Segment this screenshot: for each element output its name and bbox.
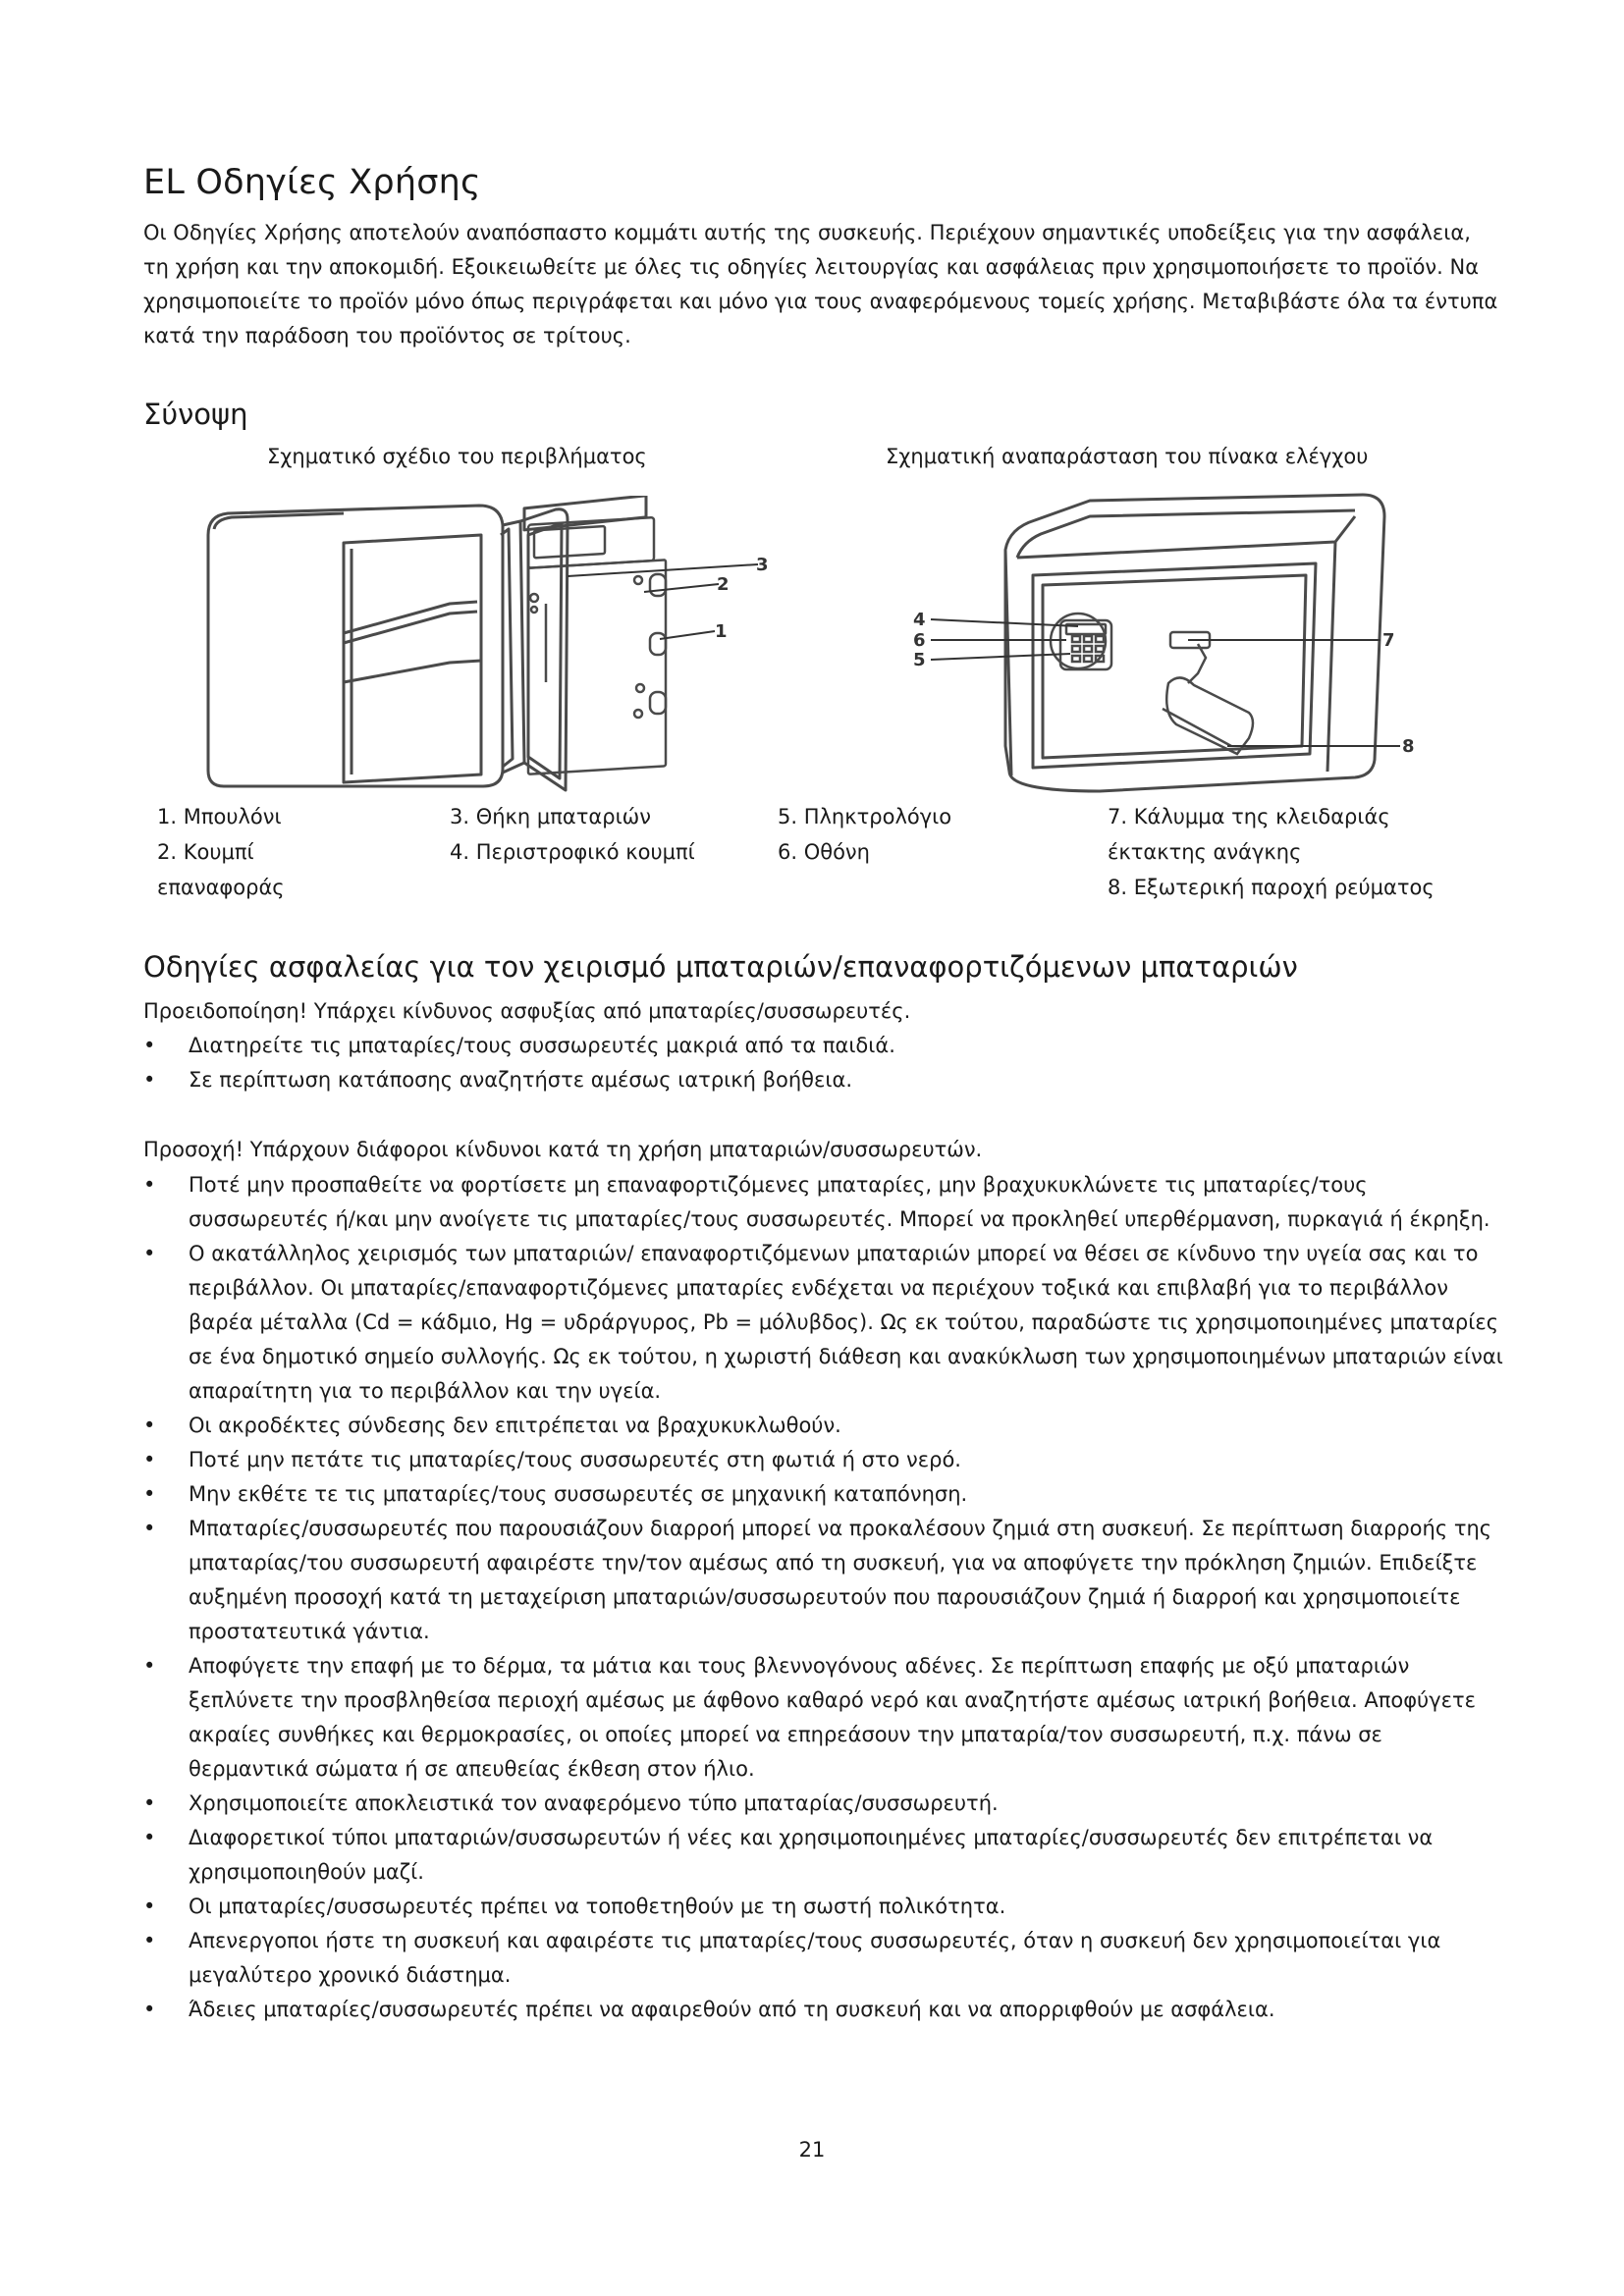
list-item: • Ποτέ μην πετάτε τις μπαταρίες/τους συσσωρευτές στη φωτιά ή στο νερό. (143, 1443, 1508, 1477)
callout-2: 2 (717, 574, 730, 595)
list-item: • Μπαταρίες/συσσωρευτές που παρουσιάζουν διαρροή μπορεί να προκαλέσουν ζημιά στη συσκευή. Σε περίπτωση διαρροής της μπαταρίας/του συσσωρευτή αφαιρέστε την/τον αμέσως από τη συσκευή, για να αποφύγετε την πρόκληση ζημιών. Επιδείξτε αυξημένη προσοχή κατά τη μεταχείριση μπαταριών/συσσωρευτούν που παρουσιάζουν ζημιά ή διαρροή και χρησιμοποιείτε προστατευτικά γάντια. (143, 1512, 1508, 1649)
callout-7: 7 (1382, 630, 1395, 651)
battery-safety-heading: Οδηγίες ασφαλείας για τον χειρισμό μπαταριών/επαναφορτιζόμενων μπαταριών (143, 950, 1298, 984)
list-item: • Οι ακροδέκτες σύνδεσης δεν επιτρέπεται να βραχυκυκλωθούν. (143, 1409, 1508, 1443)
list-item: • Αποφύγετε την επαφή με το δέρμα, τα μάτια και τους βλεννογόνους αδένες. Σε περίπτωση επαφής με οξύ μπαταριών ξεπλύνετε την προσβληθείσα περιοχή αμέσως με άφθονο καθαρό νερό και αναζητήστε αμέσως ιατρική βοήθεια. Αποφύγετε ακραίες συνθήκες και θερμοκρασίες, οι οποίες μπορεί να επηρεάσουν την μπαταρία/τον συσσωρευτή, π.χ. πάνω σε θερμαντικά σώματα ή σε απευθείας έκθεση στον ήλιο. (143, 1649, 1508, 1787)
legend-item: 2. Κουμπί (157, 840, 254, 864)
caution-list (143, 1168, 1508, 2027)
bullet-icon: • (143, 1895, 156, 1918)
list-item: • Σε περίπτωση κατάποσης αναζητήστε αμέσως ιατρική βοήθεια. (143, 1063, 1508, 1097)
bullet-icon: • (143, 1068, 156, 1092)
callout-1: 1 (715, 621, 728, 642)
control-panel-diagram (903, 481, 1434, 795)
control-panel-diagram-caption: Σχηματική αναπαράσταση του πίνακα ελέγχου (886, 445, 1369, 468)
list-item: • Οι μπαταρίες/συσσωρευτές πρέπει να τοποθετηθούν με τη σωστή πολικότητα. (143, 1890, 1508, 1924)
list-item: • Ο ακατάλληλος χειρισμός των μπαταριών/ επαναφορτιζόμενων μπαταριών μπορεί να θέσει σε κίνδυνο την υγεία σας και το περιβάλλον. Οι μπαταρίες/επαναφορτιζόμενες μπαταρίες ενδέχεται να περιέχουν τοξικά και επιβλαβή για το περιβάλλον βαρέα μέταλλα (Cd = κάδμιο, Hg = υδράργυρος, Pb = μόλυβδος). Ως εκ τούτου, παραδώστε τις χρησιμοποιημένες μπαταρίες σε ένα δημοτικό σημείο συλλογής. Ως εκ τούτου, η χωριστή διάθεση και ανακύκλωση των χρησιμοποιημένων μπαταριών είναι απαραίτητη για το περιβάλλον και την υγεία. (143, 1237, 1508, 1409)
legend-item: 7. Κάλυμμα της κλειδαριάς (1108, 805, 1390, 828)
warning-line: Προειδοποίηση! Υπάρχει κίνδυνος ασφυξίας από μπαταρίες/συσσωρευτές. (143, 999, 911, 1023)
legend-column-2 (450, 799, 695, 870)
bullet-icon: • (143, 1448, 156, 1471)
bullet-icon: • (143, 1517, 156, 1540)
legend-item: έκτακτης ανάγκης (1108, 840, 1302, 864)
bullet-icon: • (143, 1998, 156, 2021)
bullet-icon: • (143, 1482, 156, 1506)
bullet-icon: • (143, 1034, 156, 1057)
housing-diagram-caption: Σχηματικό σχέδιο του περιβλήματος (267, 445, 647, 468)
list-item: • Διατηρείτε τις μπαταρίες/τους συσσωρευτές μακριά από τα παιδιά. (143, 1029, 1508, 1063)
bullet-icon: • (143, 1242, 156, 1265)
list-item: • Χρησιμοποιείτε αποκλειστικά τον αναφερόμενο τύπο μπαταρίας/συσσωρευτή. (143, 1787, 1508, 1821)
list-item: • Μην εκθέτε τε τις μπαταρίες/τους συσσωρευτές σε μηχανική καταπόνηση. (143, 1477, 1508, 1512)
legend-item: 4. Περιστροφικό κουμπί (450, 840, 695, 864)
callout-4: 4 (913, 610, 926, 630)
page-title: EL Οδηγίες Χρήσης (143, 163, 481, 202)
bullet-icon: • (143, 1791, 156, 1815)
list-item: • Απενεργοποι ήστε τη συσκευή και αφαιρέστε τις μπαταρίες/τους συσσωρευτές, όταν η συσκευή δεν χρησιμοποιείται για μεγαλύτερο χρονικό διάστημα. (143, 1924, 1508, 1993)
bullet-icon: • (143, 1173, 156, 1197)
bullet-icon: • (143, 1654, 156, 1678)
intro-paragraph: Οι Οδηγίες Χρήσης αποτελούν αναπόσπαστο κομμάτι αυτής της συσκευής. Περιέχουν σημαντικές υποδείξεις για την ασφάλεια, τη χρήση και την αποκομιδή. Εξοικειωθείτε με όλες τις οδηγίες λειτουργίας και ασφάλειας πριν χρησιμοποιήσετε το προϊόν. Να χρησιμοποιείτε το προϊόν μόνο όπως περιγράφεται και μόνο για τους αναφερόμενους τομείς χρήσης. Μεταβιβάστε όλα τα έντυπα κατά την παράδοση του προϊόντος σε τρίτους. (143, 221, 1498, 347)
legend-column-1 (157, 799, 285, 905)
legend-item: 5. Πληκτρολόγιο (778, 805, 952, 828)
bullet-icon: • (143, 1929, 156, 1952)
callout-6: 6 (913, 630, 926, 651)
list-item: • Διαφορετικοί τύποι μπαταριών/συσσωρευτών ή νέες και χρησιμοποιημένες μπαταρίες/συσσωρευτές δεν επιτρέπεται να χρησιμοποιηθούν μαζί. (143, 1821, 1508, 1890)
bullet-icon: • (143, 1826, 156, 1849)
callout-5: 5 (913, 650, 926, 670)
legend-item: 1. Μπουλόνι (157, 805, 282, 828)
legend-item: επαναφοράς (157, 876, 285, 899)
overview-heading: Σύνοψη (143, 398, 248, 431)
bullet-icon: • (143, 1414, 156, 1437)
legend-item: 3. Θήκη μπαταριών (450, 805, 651, 828)
list-item: • Άδειες μπαταρίες/συσσωρευτές πρέπει να αφαιρεθούν από τη συσκευή και να απορριφθούν με ασφάλεια. (143, 1993, 1508, 2027)
legend-item: 6. Οθόνη (778, 840, 870, 864)
legend-column-4 (1108, 799, 1435, 905)
callout-8: 8 (1402, 736, 1415, 757)
callout-3: 3 (756, 555, 769, 575)
list-item: • Ποτέ μην προσπαθείτε να φορτίσετε μη επαναφορτιζόμενες μπαταρίες, μην βραχυκυκλώνετε τις μπαταρίες/τους συσσωρευτές ή/και μην ανοίγετε τις μπαταρίες/τους συσσωρευτές. Μπορεί να προκληθεί υπερθέρμανση, πυρκαγιά ή έκρηξη. (143, 1168, 1508, 1237)
legend-column-3 (778, 799, 951, 870)
warning-list (143, 1029, 1508, 1097)
caution-line: Προσοχή! Υπάρχουν διάφοροι κίνδυνοι κατά τη χρήση μπαταριών/συσσωρευτών. (143, 1138, 983, 1161)
legend-item: 8. Εξωτερική παροχή ρεύματος (1108, 876, 1435, 899)
page-number: 21 (798, 2138, 826, 2162)
safe-housing-diagram (196, 496, 805, 795)
